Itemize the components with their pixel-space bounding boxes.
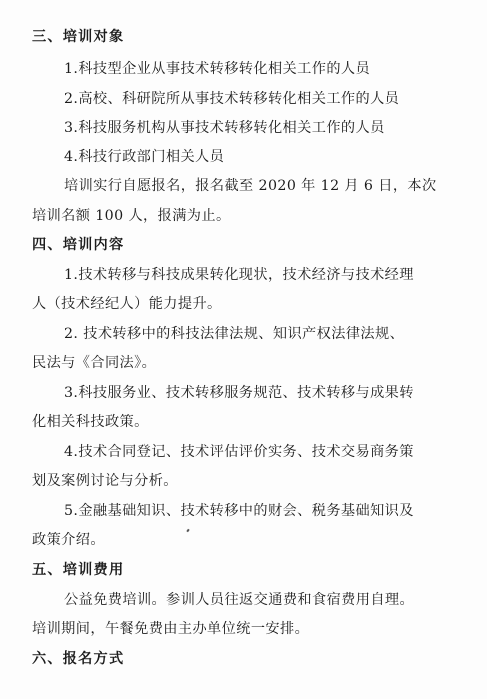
content-item-5-line-2: 政策介绍。 (32, 532, 105, 548)
section-heading-training-content: 四、培训内容 (32, 237, 125, 253)
content-item-3-line-1: 3.科技服务业、技术转移服务规范、技术转移与成果转 (64, 385, 414, 401)
section-heading-registration-method: 六、报名方式 (32, 651, 125, 667)
fee-line-2: 培训期间，午餐免费由主办单位统一安排。 (32, 621, 310, 637)
target-item-4: 4.科技行政部门相关人员 (64, 149, 225, 165)
content-item-4-line-2: 划及案例讨论与分析。 (32, 473, 178, 489)
fee-line-1: 公益免费培训。参训人员往返交通费和食宿费用自理。 (64, 592, 415, 608)
section-heading-training-fees: 五、培训费用 (32, 562, 125, 578)
registration-note-line-2: 培训名额 100 人，报满为止。 (32, 208, 231, 224)
content-item-2-line-1: 2. 技术转移中的科技法律法规、知识产权法律法规、 (64, 326, 405, 342)
target-item-3: 3.科技服务机构从事技术转移转化相关工作的人员 (64, 120, 385, 136)
target-item-1: 1.科技型企业从事技术转移转化相关工作的人员 (64, 61, 371, 77)
content-item-2-line-2: 民法与《合同法》。 (32, 355, 157, 371)
section-heading-training-targets: 三、培训对象 (32, 29, 125, 45)
target-item-2: 2.高校、科研院所从事技术转移转化相关工作的人员 (64, 91, 400, 107)
content-item-5-line-1: 5.金融基础知识、技术转移中的财会、税务基础知识及 (64, 503, 414, 519)
content-item-1-line-2: 人（技术经纪人）能力提升。 (32, 296, 222, 312)
content-item-3-line-2: 化相关科技政策。 (32, 414, 149, 430)
scan-speck (186, 529, 189, 533)
content-item-4-line-1: 4.技术合同登记、技术评估评价实务、技术交易商务策 (64, 444, 414, 460)
registration-note-line-1: 培训实行自愿报名，报名截至 2020 年 12 月 6 日，本次 (64, 178, 437, 194)
content-item-1-line-1: 1.技术转移与科技成果转化现状，技术经济与技术经理 (64, 267, 414, 283)
